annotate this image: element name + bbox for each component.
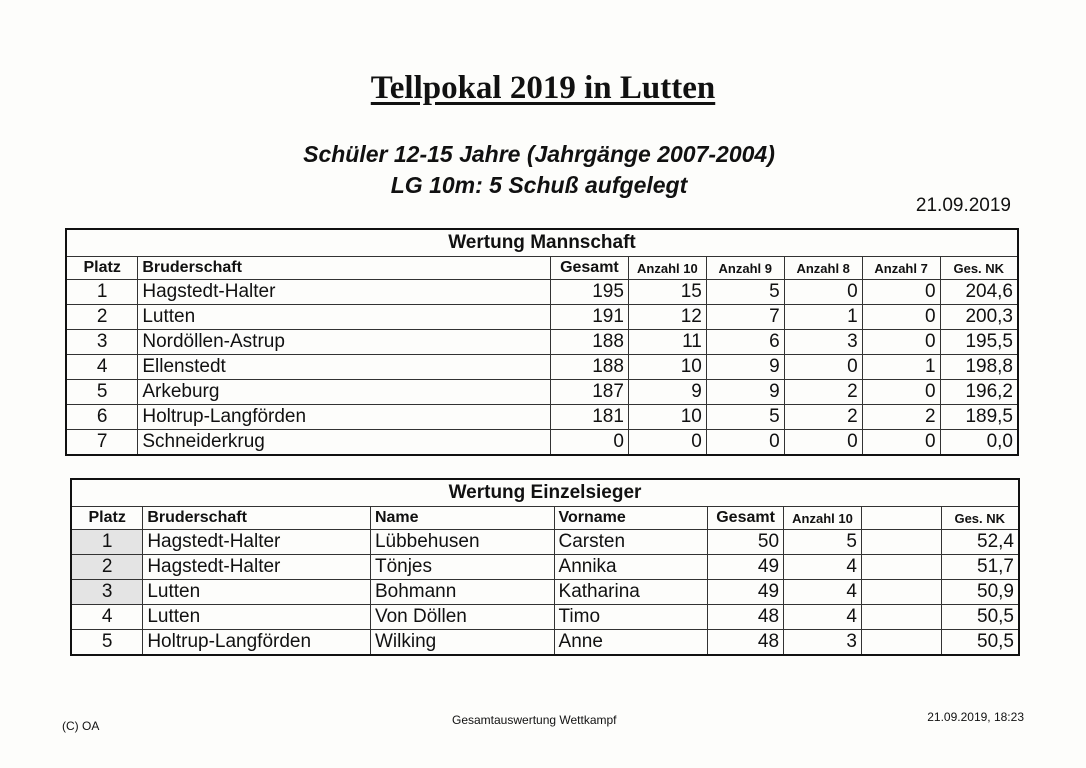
table-row bbox=[71, 530, 1019, 555]
footer-title: Gesamtauswertung Wettkampf bbox=[452, 713, 617, 727]
cell-name: Lübbehusen bbox=[370, 530, 554, 555]
column-header-gesamt: Gesamt bbox=[550, 257, 628, 280]
table-row bbox=[66, 355, 1018, 380]
cell-bruderschaft: Lutten bbox=[143, 605, 371, 630]
subtitle-discipline: LG 10m: 5 Schuß aufgelegt bbox=[390, 172, 688, 198]
cell-anzahl-10: 9 bbox=[628, 380, 706, 405]
cell-gesamt: 191 bbox=[550, 305, 628, 330]
cell-name: Von Döllen bbox=[370, 605, 554, 630]
cell-anzahl-9: 9 bbox=[706, 380, 784, 405]
table-row bbox=[66, 330, 1018, 355]
cell-gesamt: 49 bbox=[708, 580, 784, 605]
cell-vorname: Carsten bbox=[554, 530, 708, 555]
column-header-anzahl-9: Anzahl 9 bbox=[706, 257, 784, 280]
cell-gesamt: 0 bbox=[550, 430, 628, 456]
cell-gesamt: 188 bbox=[550, 330, 628, 355]
cell-gesamt: 181 bbox=[550, 405, 628, 430]
cell-gesamt: 50 bbox=[708, 530, 784, 555]
cell-bruderschaft: Hagstedt-Halter bbox=[143, 555, 371, 580]
cell-platz: 2 bbox=[66, 305, 138, 330]
cell-bruderschaft: Lutten bbox=[143, 580, 371, 605]
cell-platz: 4 bbox=[66, 355, 138, 380]
column-header-anzahl-7: Anzahl 7 bbox=[862, 257, 940, 280]
table-row bbox=[71, 630, 1019, 656]
column-header-platz: Platz bbox=[66, 257, 138, 280]
cell-empty bbox=[861, 630, 941, 656]
cell-name: Wilking bbox=[370, 630, 554, 656]
cell-anzahl-10: 4 bbox=[784, 555, 862, 580]
table-row bbox=[71, 580, 1019, 605]
cell-anzahl-7: 2 bbox=[862, 405, 940, 430]
cell-anzahl-9: 5 bbox=[706, 280, 784, 305]
table-row bbox=[66, 280, 1018, 305]
cell-ges-nk: 189,5 bbox=[940, 405, 1018, 430]
cell-anzahl-9: 7 bbox=[706, 305, 784, 330]
cell-platz: 2 bbox=[71, 555, 143, 580]
individual-table-heading: Wertung Einzelsieger bbox=[71, 479, 1019, 507]
cell-platz: 6 bbox=[66, 405, 138, 430]
cell-platz: 1 bbox=[71, 530, 143, 555]
cell-name: Bohmann bbox=[370, 580, 554, 605]
column-header-anzahl-10: Anzahl 10 bbox=[784, 507, 862, 530]
cell-ges-nk: 51,7 bbox=[941, 555, 1019, 580]
cell-bruderschaft: Lutten bbox=[138, 305, 551, 330]
cell-anzahl-9: 9 bbox=[706, 355, 784, 380]
table-row bbox=[66, 305, 1018, 330]
cell-anzahl-7: 1 bbox=[862, 355, 940, 380]
cell-anzahl-10: 5 bbox=[784, 530, 862, 555]
cell-ges-nk: 195,5 bbox=[940, 330, 1018, 355]
cell-anzahl-10: 0 bbox=[628, 430, 706, 456]
column-header-bruderschaft: Bruderschaft bbox=[143, 507, 371, 530]
cell-anzahl-10: 4 bbox=[784, 605, 862, 630]
cell-anzahl-10: 10 bbox=[628, 355, 706, 380]
cell-anzahl-10: 4 bbox=[784, 580, 862, 605]
cell-ges-nk: 0,0 bbox=[940, 430, 1018, 456]
cell-anzahl-8: 1 bbox=[784, 305, 862, 330]
cell-bruderschaft: Arkeburg bbox=[138, 380, 551, 405]
table-row bbox=[71, 555, 1019, 580]
cell-anzahl-8: 0 bbox=[784, 355, 862, 380]
page-title: Tellpokal 2019 in Lutten bbox=[370, 70, 716, 106]
cell-anzahl-9: 0 bbox=[706, 430, 784, 456]
cell-bruderschaft: Holtrup-Langförden bbox=[138, 405, 551, 430]
footer-timestamp: 21.09.2019, 18:23 bbox=[927, 710, 1024, 724]
cell-vorname: Annika bbox=[554, 555, 708, 580]
column-header-ges-nk: Ges. NK bbox=[940, 257, 1018, 280]
cell-empty bbox=[861, 605, 941, 630]
cell-platz: 5 bbox=[66, 380, 138, 405]
individual-results-table bbox=[70, 478, 1020, 656]
cell-bruderschaft: Hagstedt-Halter bbox=[138, 280, 551, 305]
cell-gesamt: 187 bbox=[550, 380, 628, 405]
subtitle-age-group: Schüler 12-15 Jahre (Jahrgänge 2007-2004) bbox=[303, 141, 775, 167]
cell-vorname: Katharina bbox=[554, 580, 708, 605]
cell-empty bbox=[861, 555, 941, 580]
cell-ges-nk: 196,2 bbox=[940, 380, 1018, 405]
column-header-platz: Platz bbox=[71, 507, 143, 530]
cell-vorname: Timo bbox=[554, 605, 708, 630]
cell-platz: 5 bbox=[71, 630, 143, 656]
cell-platz: 3 bbox=[66, 330, 138, 355]
cell-ges-nk: 50,5 bbox=[941, 630, 1019, 656]
cell-gesamt: 48 bbox=[708, 630, 784, 656]
column-header-bruderschaft: Bruderschaft bbox=[138, 257, 551, 280]
cell-bruderschaft: Ellenstedt bbox=[138, 355, 551, 380]
cell-platz: 3 bbox=[71, 580, 143, 605]
column-header-anzahl-8: Anzahl 8 bbox=[784, 257, 862, 280]
cell-bruderschaft: Holtrup-Langförden bbox=[143, 630, 371, 656]
cell-gesamt: 49 bbox=[708, 555, 784, 580]
team-results-table bbox=[65, 228, 1019, 456]
cell-anzahl-10: 11 bbox=[628, 330, 706, 355]
table-row bbox=[66, 405, 1018, 430]
cell-platz: 1 bbox=[66, 280, 138, 305]
cell-anzahl-8: 2 bbox=[784, 380, 862, 405]
cell-anzahl-8: 3 bbox=[784, 330, 862, 355]
cell-anzahl-9: 5 bbox=[706, 405, 784, 430]
column-header-name: Name bbox=[370, 507, 554, 530]
cell-anzahl-10: 10 bbox=[628, 405, 706, 430]
cell-gesamt: 188 bbox=[550, 355, 628, 380]
table-row bbox=[66, 430, 1018, 456]
column-header-anzahl-10: Anzahl 10 bbox=[628, 257, 706, 280]
table-row bbox=[66, 380, 1018, 405]
team-table-heading: Wertung Mannschaft bbox=[66, 229, 1018, 257]
cell-name: Tönjes bbox=[370, 555, 554, 580]
cell-ges-nk: 200,3 bbox=[940, 305, 1018, 330]
cell-anzahl-8: 0 bbox=[784, 430, 862, 456]
column-header-empty bbox=[861, 507, 941, 530]
cell-anzahl-9: 6 bbox=[706, 330, 784, 355]
cell-platz: 7 bbox=[66, 430, 138, 456]
cell-ges-nk: 204,6 bbox=[940, 280, 1018, 305]
column-header-ges-nk: Ges. NK bbox=[941, 507, 1019, 530]
cell-gesamt: 48 bbox=[708, 605, 784, 630]
cell-bruderschaft: Schneiderkrug bbox=[138, 430, 551, 456]
cell-ges-nk: 50,9 bbox=[941, 580, 1019, 605]
document-date: 21.09.2019 bbox=[915, 195, 1011, 216]
cell-anzahl-10: 15 bbox=[628, 280, 706, 305]
cell-ges-nk: 52,4 bbox=[941, 530, 1019, 555]
cell-vorname: Anne bbox=[554, 630, 708, 656]
cell-anzahl-10: 3 bbox=[784, 630, 862, 656]
cell-anzahl-7: 0 bbox=[862, 330, 940, 355]
cell-platz: 4 bbox=[71, 605, 143, 630]
table-row bbox=[71, 605, 1019, 630]
cell-anzahl-7: 0 bbox=[862, 280, 940, 305]
footer-copyright: (C) OA bbox=[62, 719, 100, 733]
cell-anzahl-8: 0 bbox=[784, 280, 862, 305]
cell-ges-nk: 50,5 bbox=[941, 605, 1019, 630]
cell-anzahl-10: 12 bbox=[628, 305, 706, 330]
cell-ges-nk: 198,8 bbox=[940, 355, 1018, 380]
column-header-vorname: Vorname bbox=[554, 507, 708, 530]
cell-anzahl-7: 0 bbox=[862, 380, 940, 405]
cell-gesamt: 195 bbox=[550, 280, 628, 305]
cell-bruderschaft: Nordöllen-Astrup bbox=[138, 330, 551, 355]
cell-anzahl-7: 0 bbox=[862, 430, 940, 456]
cell-empty bbox=[861, 530, 941, 555]
column-header-gesamt: Gesamt bbox=[708, 507, 784, 530]
cell-anzahl-7: 0 bbox=[862, 305, 940, 330]
cell-bruderschaft: Hagstedt-Halter bbox=[143, 530, 371, 555]
cell-empty bbox=[861, 580, 941, 605]
cell-anzahl-8: 2 bbox=[784, 405, 862, 430]
